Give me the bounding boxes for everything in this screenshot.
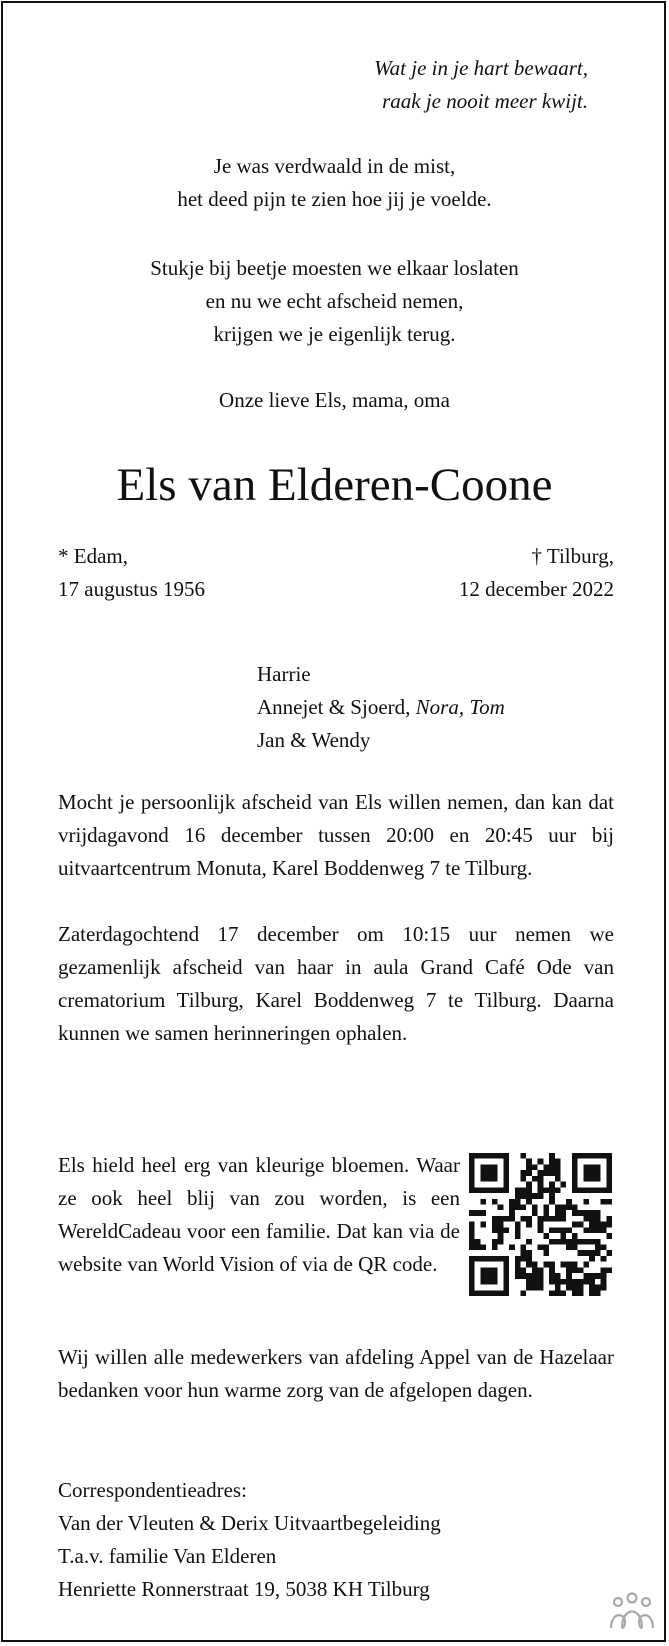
quote-line: Wat je in je hart bewaart, — [374, 56, 588, 80]
death-info — [459, 540, 614, 606]
birth-info — [58, 540, 205, 606]
family-list — [257, 658, 505, 757]
birth-date: 17 augustus 1956 — [58, 577, 205, 601]
family-line: Harrie — [257, 662, 311, 686]
correspondence-address — [58, 1474, 441, 1606]
donation-paragraph: Els hield heel erg van kleurige bloemen. Waar ze ook heel blij van zou worden, is een WereldCadeau voor een familie. Dat kan via de website van World Vision of via de QR code. — [58, 1153, 460, 1276]
poem-line: krijgen we je eigenlijk terug. — [213, 322, 456, 346]
people-group-icon — [608, 1592, 656, 1632]
poem-line: Je was verdwaald in de mist, — [213, 154, 456, 178]
dates — [58, 540, 614, 606]
death-place: † Tilburg, — [531, 544, 614, 568]
death-date: 12 december 2022 — [458, 577, 614, 601]
address-line: Van der Vleuten & Derix Uitvaartbegeleiding — [58, 1511, 441, 1535]
birth-place: * Edam, — [58, 544, 128, 568]
family-names: Annejet & Sjoerd, — [257, 695, 416, 719]
quote-line: raak je nooit meer kwijt. — [382, 89, 588, 113]
quote — [374, 52, 588, 118]
address-line: Correspondentieadres: — [58, 1478, 247, 1502]
poem-line: en nu we echt afscheid nemen, — [205, 289, 464, 313]
family-line: Jan & Wendy — [257, 728, 371, 752]
poem-stanza-2 — [0, 252, 669, 351]
intro-line: Onze lieve Els, mama, oma — [219, 388, 450, 412]
poem-line: Stukje bij beetje moesten we elkaar loslaten — [150, 256, 519, 280]
poem-line: het deed pijn te zien hoe jij je voelde. — [177, 187, 492, 211]
family-line — [257, 691, 505, 724]
viewing-paragraph: Mocht je persoonlijk afscheid van Els willen nemen, dan kan dat vrijdagavond 16 december tussen 20:00 en 20:45 uur bij uitvaartcentrum Monuta, Karel Boddenweg 7 te Tilburg. — [58, 790, 614, 880]
qr-code[interactable] — [469, 1153, 612, 1296]
address-line: T.a.v. familie Van Elderen — [58, 1544, 277, 1568]
grandchildren-names: Nora, Tom — [415, 695, 505, 719]
address-line: Henriette Ronnerstraat 19, 5038 KH Tilburg — [58, 1577, 430, 1601]
thanks-paragraph: Wij willen alle medewerkers van afdeling Appel van de Hazelaar bedanken voor hun warme zorg van de afgelopen dagen. — [58, 1345, 614, 1402]
ceremony-paragraph: Zaterdagochtend 17 december om 10:15 uur nemen we gezamenlijk afscheid van haar in aula Grand Café Ode van crematorium Tilburg, Karel Boddenweg 7 te Tilburg. Daarna kunnen we samen herinneringen ophalen. — [58, 922, 614, 1045]
poem-stanza-1 — [0, 150, 669, 216]
deceased-name: Els van Elderen-Coone — [116, 459, 553, 511]
